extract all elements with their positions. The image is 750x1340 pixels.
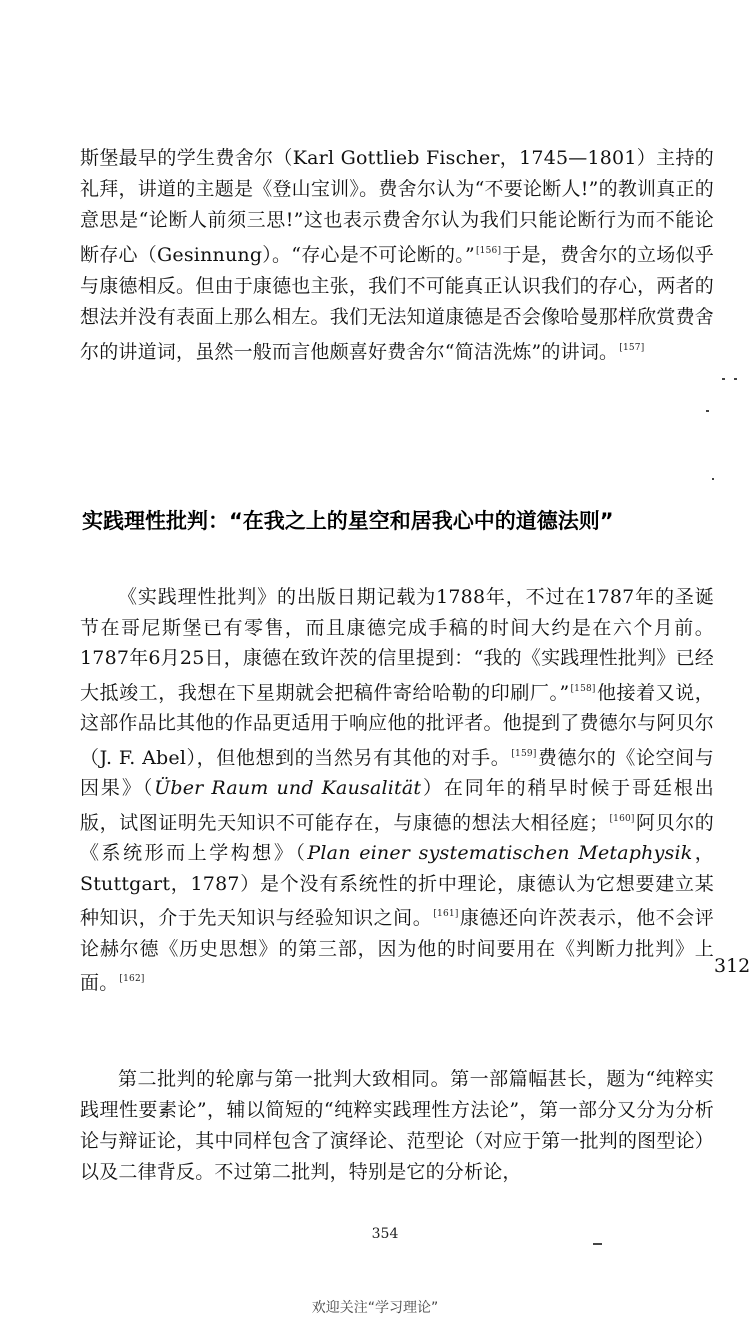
- footnote-ref: [159]: [511, 748, 537, 759]
- scan-speck: [593, 1243, 602, 1245]
- paragraph-text: ，Stuttgart，1787）是个没有系统性的折中理论，康德认为它想要建立某种知识，介于先天知识与经验知识之间。: [80, 842, 715, 929]
- footnote-ref: [160]: [609, 813, 635, 824]
- footnote-ref: [161]: [433, 909, 459, 919]
- paragraph-fischer: [80, 143, 714, 368]
- scan-speck: [734, 378, 737, 380]
- scan-speck: [712, 478, 714, 480]
- footnote-ref: [162]: [119, 974, 145, 984]
- paragraph-text: 《实践理性批判》的出版日期记载为1788年，不过在1787年的圣诞节在哥尼斯堡已有零售，而且康德完成手稿的时间大约是在六个月前。1787年6月25日，康德在致许茨的信里提到：“我的《实践理性批判》已经大抵竣工，我想在下星期就会把稿件寄给哈勒的印刷厂。”: [80, 586, 714, 704]
- section-heading: 实践理性批判：“在我之上的星空和居我心中的道德法则”: [82, 509, 614, 533]
- paragraph-text: 于是，费舍尔的立场似乎与康德相反。但由于康德也主张，我们不可能真正认识我们的存心，两者的想法并没有表面上那么相左。我们无法知道康德是否会像哈曼那样欣赏费舍尔的讲道词，虽然一般而言他颇喜好费舍尔“简洁洗炼”的讲词。: [80, 244, 714, 363]
- paragraph-text: 费德尔的《论空间与因果》（: [80, 746, 714, 799]
- footnote-ref: [158]: [570, 683, 596, 694]
- margin-page-number: 312: [714, 955, 750, 977]
- paragraph-text: 阿贝尔的《系统形而上学构想》（: [80, 811, 714, 864]
- italic-title: Plan einer systematischen Metaphysik: [307, 842, 693, 864]
- page-number: 354: [371, 1226, 399, 1242]
- paragraph-critique-publication: [80, 582, 714, 999]
- paragraph-text: 斯堡最早的学生费舍尔（Karl Gottlieb Fischer，1745—1801）主持的礼拜，讲道的主题是《登山宝训》。费舍尔认为“不要论断人!”的教训真正的意思是“论断人前须三思!”这也表示费舍尔认为我们只能论断行为而不能论断存心（Gesinnung）。“存心是不可论断的。”: [80, 147, 714, 266]
- paragraph-text: 第二批判的轮廓与第一批判大致相同。第一部篇幅甚长，题为“纯粹实践理性要素论”，辅以简短的“纯粹实践理性方法论”，第一部分又分为分析论与辩证论，其中同样包含了演绎论、范型论（对应于第一批判的图型论）以及二律背反。不过第二批判，特别是它的分析论，: [80, 1068, 714, 1183]
- paragraph-text: 他接着又说，这部作品比其他的作品更适用于响应他的批评者。他提到了费德尔与阿贝尔（J. F. Abel），但他想到的当然另有其他的对手。: [80, 681, 715, 769]
- footnote-ref: [156]: [475, 246, 502, 256]
- scan-speck: [722, 378, 725, 380]
- footer-watermark: 欢迎关注“学习理论”: [311, 1300, 439, 1316]
- footnote-ref: [157]: [619, 343, 645, 353]
- paragraph-text: ）在同年的稍早时候于哥廷根出版，试图证明先天知识不可能存在，与康德的想法大相径庭；: [80, 777, 714, 834]
- scan-speck: [706, 410, 709, 412]
- italic-title: Über Raum und Kausalität: [154, 777, 422, 799]
- paragraph-outline: [80, 1064, 714, 1188]
- paragraph-text: 康德还向许茨表示，他不会评论赫尔德《历史思想》的第三部，因为他的时间要用在《判断力批判》上面。: [80, 907, 714, 994]
